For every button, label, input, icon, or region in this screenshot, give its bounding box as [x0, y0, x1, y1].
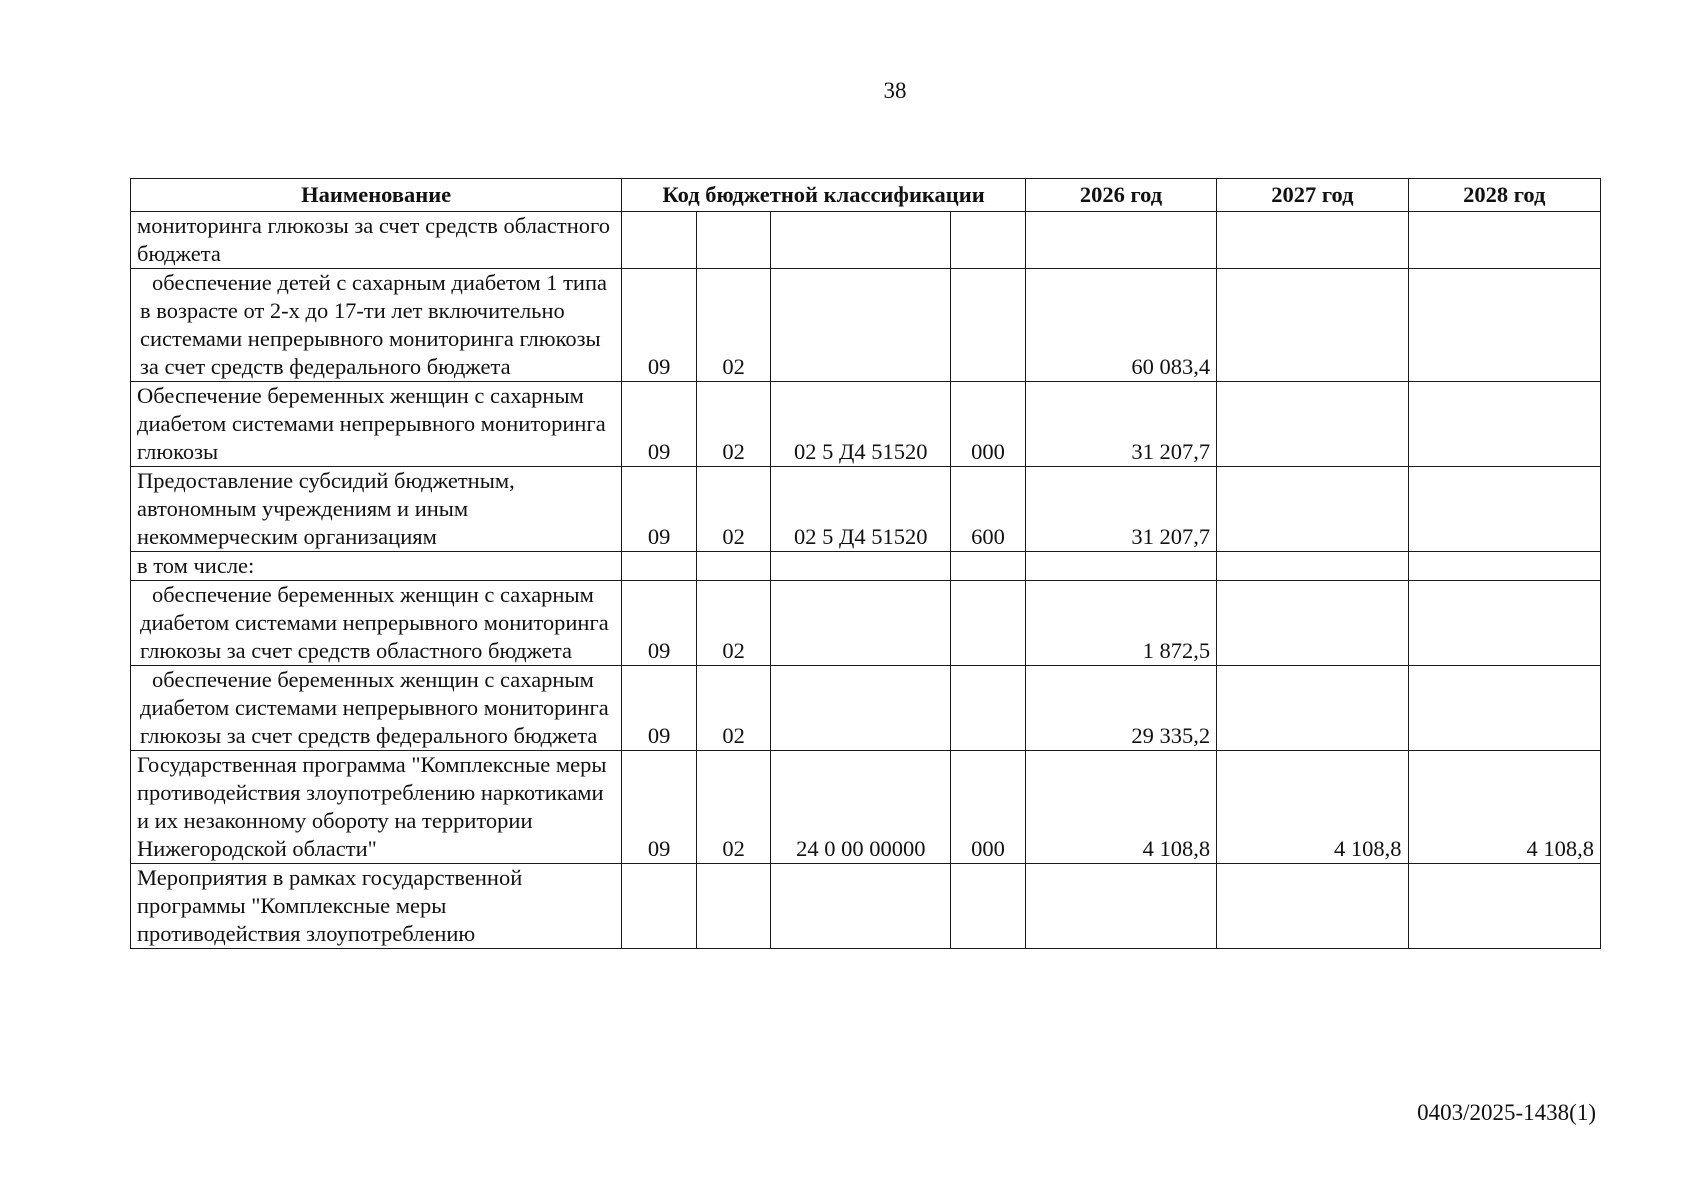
row-code-type: 000 — [951, 751, 1026, 864]
table-row — [131, 751, 1601, 864]
row-code-type: 600 — [951, 467, 1026, 552]
table-row — [131, 269, 1601, 382]
row-value-2028: 4 108,8 — [1408, 751, 1600, 864]
row-code-type — [951, 666, 1026, 751]
row-value-2028 — [1408, 666, 1600, 751]
budget-table — [130, 178, 1601, 949]
page-number: 38 — [883, 78, 907, 103]
table-row — [131, 212, 1601, 269]
row-value-2026: 29 335,2 — [1025, 666, 1216, 751]
table-row — [131, 666, 1601, 751]
row-value-2028 — [1408, 382, 1600, 467]
row-code-target: 24 0 00 00000 — [771, 751, 951, 864]
row-code-subsection: 02 — [696, 382, 770, 467]
row-value-2026: 31 207,7 — [1025, 382, 1216, 467]
row-code-subsection: 02 — [696, 581, 770, 666]
row-value-2026 — [1025, 212, 1216, 269]
table-row — [131, 382, 1601, 467]
row-code-target — [771, 864, 951, 949]
table-header-row — [131, 179, 1601, 212]
row-value-2028 — [1408, 467, 1600, 552]
header-2026: 2026 год — [1025, 179, 1216, 212]
row-code-subsection: 02 — [696, 751, 770, 864]
row-value-2026: 60 083,4 — [1025, 269, 1216, 382]
row-name: обеспечение беременных женщин с сахарным диабетом системами непрерывного мониторинга глюкозы за счет средств областного бюджета — [131, 581, 622, 666]
table-row — [131, 552, 1601, 581]
row-value-2028 — [1408, 864, 1600, 949]
document-number: 0403/2025-1438(1) — [1417, 1100, 1596, 1125]
table-row — [131, 467, 1601, 552]
row-code-section: 09 — [622, 467, 696, 552]
row-code-type — [951, 864, 1026, 949]
row-code-section: 09 — [622, 666, 696, 751]
row-code-type — [951, 212, 1026, 269]
table-row — [131, 581, 1601, 666]
row-code-target — [771, 212, 951, 269]
row-name: мониторинга глюкозы за счет средств областного бюджета — [131, 212, 622, 269]
row-code-subsection: 02 — [696, 269, 770, 382]
row-value-2028 — [1408, 581, 1600, 666]
row-code-section: 09 — [622, 269, 696, 382]
row-value-2026: 4 108,8 — [1025, 751, 1216, 864]
row-value-2027 — [1217, 382, 1408, 467]
row-code-target — [771, 581, 951, 666]
row-code-target — [771, 269, 951, 382]
row-value-2027 — [1217, 666, 1408, 751]
table-row — [131, 864, 1601, 949]
row-code-subsection — [696, 864, 770, 949]
row-name: Предоставление субсидий бюджетным, автономным учреждениям и иным некоммерческим организациям — [131, 467, 622, 552]
row-code-target: 02 5 Д4 51520 — [771, 382, 951, 467]
row-value-2026: 1 872,5 — [1025, 581, 1216, 666]
row-value-2027 — [1217, 864, 1408, 949]
row-code-section: 09 — [622, 382, 696, 467]
row-code-section — [622, 864, 696, 949]
row-code-target — [771, 666, 951, 751]
header-2027: 2027 год — [1217, 179, 1408, 212]
row-value-2027 — [1217, 212, 1408, 269]
row-code-subsection — [696, 552, 770, 581]
row-value-2027: 4 108,8 — [1217, 751, 1408, 864]
row-code-type — [951, 552, 1026, 581]
row-code-target — [771, 552, 951, 581]
header-name: Наименование — [131, 179, 622, 212]
row-value-2027 — [1217, 467, 1408, 552]
row-code-section — [622, 212, 696, 269]
row-code-type — [951, 269, 1026, 382]
row-code-subsection — [696, 212, 770, 269]
row-value-2028 — [1408, 269, 1600, 382]
row-name: обеспечение беременных женщин с сахарным диабетом системами непрерывного мониторинга глюкозы за счет средств федерального бюджета — [131, 666, 622, 751]
row-value-2026 — [1025, 864, 1216, 949]
row-name: в том числе: — [131, 552, 622, 581]
row-code-type — [951, 581, 1026, 666]
row-code-section: 09 — [622, 751, 696, 864]
row-value-2027 — [1217, 581, 1408, 666]
row-name: Обеспечение беременных женщин с сахарным диабетом системами непрерывного мониторинга глюкозы — [131, 382, 622, 467]
row-value-2028 — [1408, 552, 1600, 581]
row-name: обеспечение детей с сахарным диабетом 1 типа в возрасте от 2-х до 17-ти лет включительно системами непрерывного мониторинга глюкозы за счет средств федерального бюджета — [131, 269, 622, 382]
row-code-section: 09 — [622, 581, 696, 666]
row-code-type: 000 — [951, 382, 1026, 467]
row-value-2027 — [1217, 269, 1408, 382]
row-value-2027 — [1217, 552, 1408, 581]
header-2028: 2028 год — [1408, 179, 1600, 212]
row-code-subsection: 02 — [696, 467, 770, 552]
row-name: Государственная программа "Комплексные меры противодействия злоупотреблению наркотиками и их незаконному обороту на территории Нижегородской области" — [131, 751, 622, 864]
header-code: Код бюджетной классификации — [622, 179, 1025, 212]
row-name: Мероприятия в рамках государственной программы "Комплексные меры противодействия злоупотреблению — [131, 864, 622, 949]
row-value-2026 — [1025, 552, 1216, 581]
row-value-2026: 31 207,7 — [1025, 467, 1216, 552]
row-value-2028 — [1408, 212, 1600, 269]
row-code-section — [622, 552, 696, 581]
row-code-target: 02 5 Д4 51520 — [771, 467, 951, 552]
row-code-subsection: 02 — [696, 666, 770, 751]
